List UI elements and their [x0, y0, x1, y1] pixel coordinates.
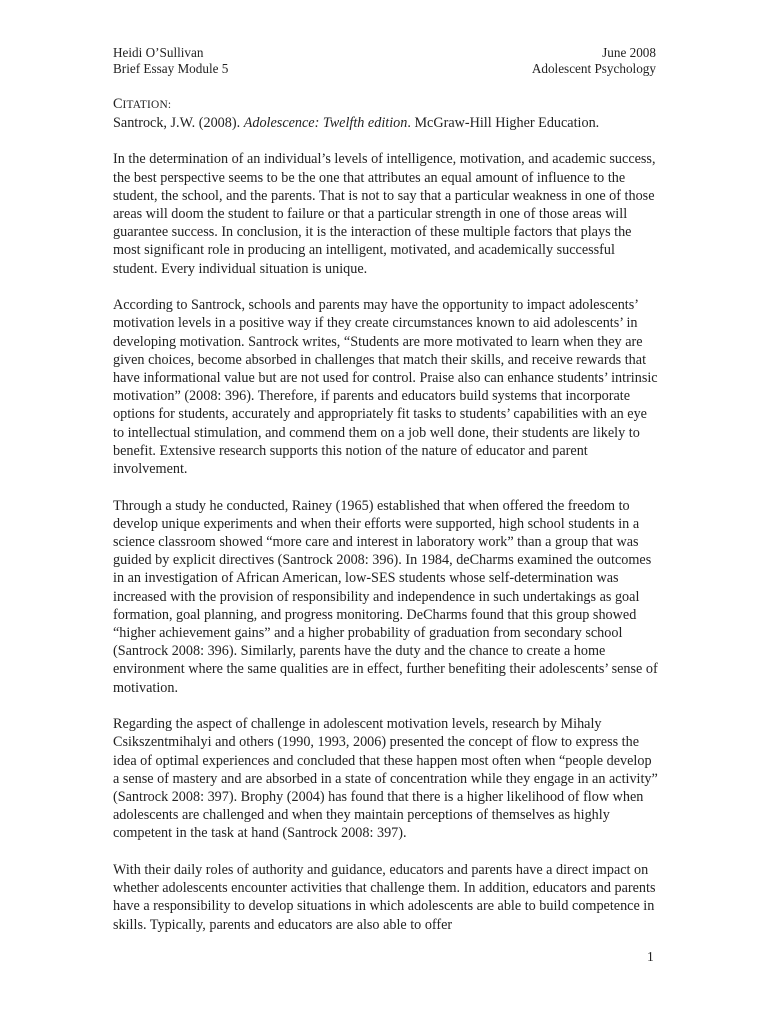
header-row-1	[113, 45, 656, 61]
citation-publisher: . McGraw-Hill Higher Education.	[407, 115, 600, 132]
paragraph-4: Regarding the aspect of challenge in adolescent motivation levels, research by Mihaly Csikszentmihalyi and others (1990, 1993, 2006) presented the concept of flow to express the idea of optimal experiences and concluded that these happen most often when “people develop a sense of mastery and are absorbed in a state of concentration while they engage in an activity” (Santrock 2008: 397). Brophy (2004) has found that there is a higher likelihood of flow when adolescents are challenged and when they maintain perceptions of themselves as highly competent in the task at hand (Santrock 2008: 397).	[113, 716, 658, 842]
page-number: 1	[647, 949, 654, 964]
paragraph-5: With their daily roles of authority and guidance, educators and parents have a direct impact on whether adolescents encounter activities that challenge them. In addition, educators and parents have a responsibility to develop situations in which adolescents are able to build competence in skills. Typically, parents and educators are also able to offer	[113, 862, 656, 933]
citation-book-title: Adolescence: Twelfth edition	[243, 115, 408, 132]
paragraph-1: In the determination of an individual’s levels of intelligence, motivation, and academic success, the best perspective seems to be the one that attributes an equal amount of influence to the student, the school, and the parents. That is not to say that a particular weakness in one of those areas will doom the student to failure or that a particular strength in one of those areas will guarantee success. In conclusion, it is the interaction of these multiple factors that plays the most significant role in producing an intelligent, motivated, and academically successful student. Every individual situation is unique.	[113, 151, 656, 277]
header-row-2	[113, 61, 656, 77]
citation-reference	[113, 114, 661, 132]
assignment-title: Brief Essay Module 5	[113, 61, 229, 76]
citation-heading-rest: ITATION:	[122, 99, 172, 111]
citation-heading-initial: C	[113, 96, 123, 112]
author-name: Heidi O’Sullivan	[113, 45, 204, 60]
course-name: Adolescent Psychology	[531, 61, 656, 76]
citation-author-year: Santrock, J.W. (2008).	[113, 115, 244, 132]
essay-body	[113, 95, 661, 952]
paragraph-2: According to Santrock, schools and parents may have the opportunity to impact adolescents’ motivation levels in a positive way if they create circumstances known to aid adolescents’ in developing motivation. Santrock writes, “Students are more motivated to learn when they are given choices, become absorbed in challenges that match their skills, and receive rewards that have informational value but are not used for control. Praise also can enhance students’ intrinsic motivation” (2008: 396). Therefore, if parents and educators build systems that incorporate options for students, accurately and appropriately fit tasks to students’ capabilities with an eye to intellectual stimulation, and commend them on a job well done, their students are likely to benefit. Extensive research supports this notion of the nature of educator and parent involvement.	[113, 297, 658, 478]
date: June 2008	[602, 45, 656, 60]
citation-heading	[113, 95, 661, 114]
page-header	[113, 45, 656, 77]
paragraph-3: Through a study he conducted, Rainey (1965) established that when offered the freedom to develop unique experiments and when their efforts were supported, high school students in a science classroom showed “more care and interest in laboratory work” than a group that was guided by explicit directives (Santrock 2008: 396). In 1984, deCharms examined the outcomes in an investigation of African American, low-SES students whose self-determination was increased with the provision of responsibility and independence in such undertakings as goal formation, goal planning, and progress monitoring. DeCharms found that this group showed “higher achievement gains” and a higher probability of graduation from secondary school (Santrock 2008: 396). Similarly, parents have the duty and the chance to create a home environment where the same qualities are in effect, further benefiting their adolescents’ sense of motivation.	[113, 497, 658, 696]
